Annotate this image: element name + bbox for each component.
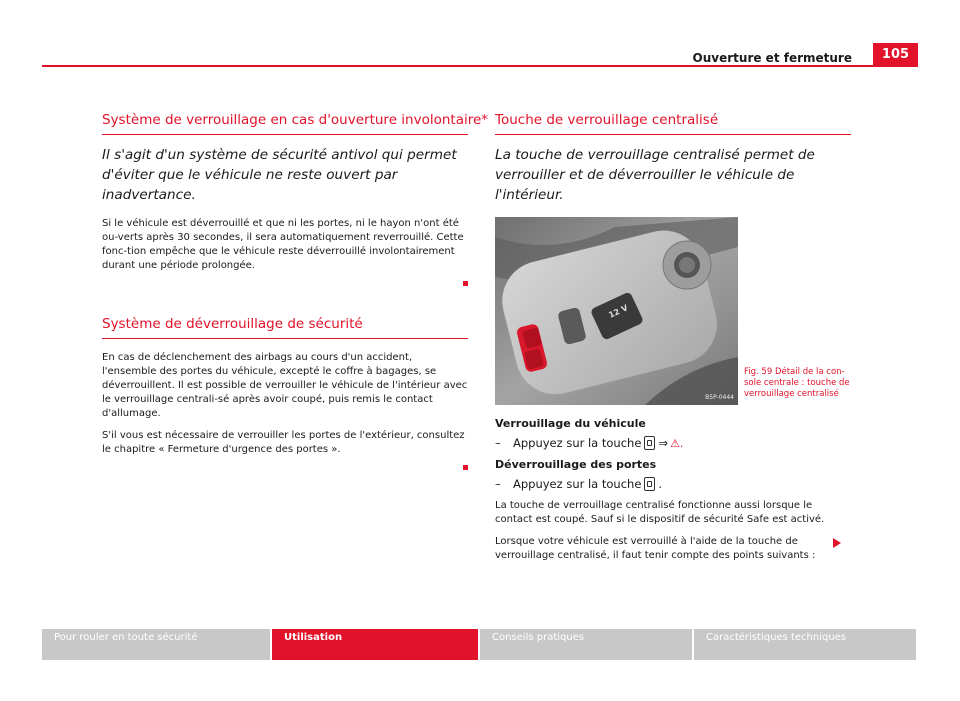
- footer-tab-safety[interactable]: Pour rouler en toute sécurité: [42, 629, 270, 660]
- section-body: En cas de déclenchement des airbags au cours d'un accident, l'ensemble des portes du véhicule, excepté le coffre à bagages, se déverrouillent. Il est possible de verrouiller le véhicule de l'intérieur avec le verrouillage centrali-sé après avoir coupé, puis remis le contact d'allumage.: [102, 352, 468, 419]
- footer-tab-practical-tips[interactable]: Conseils pratiques: [480, 629, 692, 660]
- paragraph: Lorsque votre véhicule est verrouillé à l'aide de la touche de verrouillage centralisé, il faut tenir compte des points suivants :: [495, 536, 816, 561]
- step-lock: [495, 436, 851, 450]
- footer-nav: [42, 629, 918, 660]
- section-heading-central-lock: Touche de verrouillage centralisé: [495, 112, 851, 135]
- end-of-section-marker: [463, 465, 468, 470]
- section-body: S'il vous est nécessaire de verrouiller les portes de l'extérieur, consultez le chapitre « Fermeture d'urgence des portes ».: [102, 430, 465, 455]
- section-heading-involuntary-lock: Système de verrouillage en cas d'ouverture involontaire*: [102, 112, 468, 135]
- central-console-photo: [495, 217, 738, 405]
- footer-tab-technical-specs[interactable]: Caractéristiques techniques: [694, 629, 916, 660]
- right-column: [495, 112, 851, 571]
- figure-code: B5P-0444: [705, 394, 734, 401]
- step-end: .: [658, 477, 663, 491]
- subheading-unlock: Déverrouillage des portes: [495, 458, 657, 471]
- header-rule: [42, 65, 918, 67]
- step-dash: –: [495, 436, 501, 450]
- footer-tab-utilisation[interactable]: Utilisation: [272, 629, 478, 660]
- section-body: Si le véhicule est déverrouillé et que ni les portes, ni le hayon n'ont été ou-verts après 30 secondes, il sera automatiquement reverrouillé. Cette fonc-tion empêche que le véhicule reste déverrouillé involontairement durant une période prolongée.: [102, 218, 464, 271]
- step-unlock: [495, 477, 851, 491]
- lock-key-icon: [644, 436, 655, 450]
- label-12v: 12 V: [607, 303, 630, 320]
- unlock-key-icon: [644, 477, 655, 491]
- figure-caption: Fig. 59 Détail de la con-sole centrale : touche de verrouillage centralisé: [744, 367, 850, 399]
- console-illustration: [495, 217, 738, 405]
- section-lead: La touche de verrouillage centralisé permet de verrouiller et de déverrouiller le véhicule de l'intérieur.: [495, 147, 815, 203]
- page-number: 105: [873, 43, 918, 67]
- step-text: Appuyez sur la touche: [513, 477, 642, 491]
- section-lead: Il s'agit d'un système de sécurité antivol qui permet d'éviter que le véhicule ne reste ouvert par inadvertance.: [102, 147, 457, 203]
- left-column: [102, 112, 489, 470]
- figure-59: [495, 217, 851, 407]
- step-text: Appuyez sur la touche: [513, 436, 642, 450]
- step-dash: –: [495, 477, 501, 491]
- warning-icon: ⚠.: [670, 436, 684, 450]
- cross-reference-arrow: ⇒: [658, 436, 669, 450]
- end-of-section-marker: [463, 281, 468, 286]
- running-header-title: Ouverture et fermeture: [692, 51, 852, 65]
- paragraph: La touche de verrouillage centralisé fonctionne aussi lorsque le contact est coupé. Sauf si le dispositif de sécurité Safe est activé.: [495, 500, 825, 525]
- subheading-lock: Verrouillage du véhicule: [495, 417, 646, 430]
- section-heading-safety-unlock: Système de déverrouillage de sécurité: [102, 316, 468, 339]
- continue-arrow-icon: [833, 538, 841, 548]
